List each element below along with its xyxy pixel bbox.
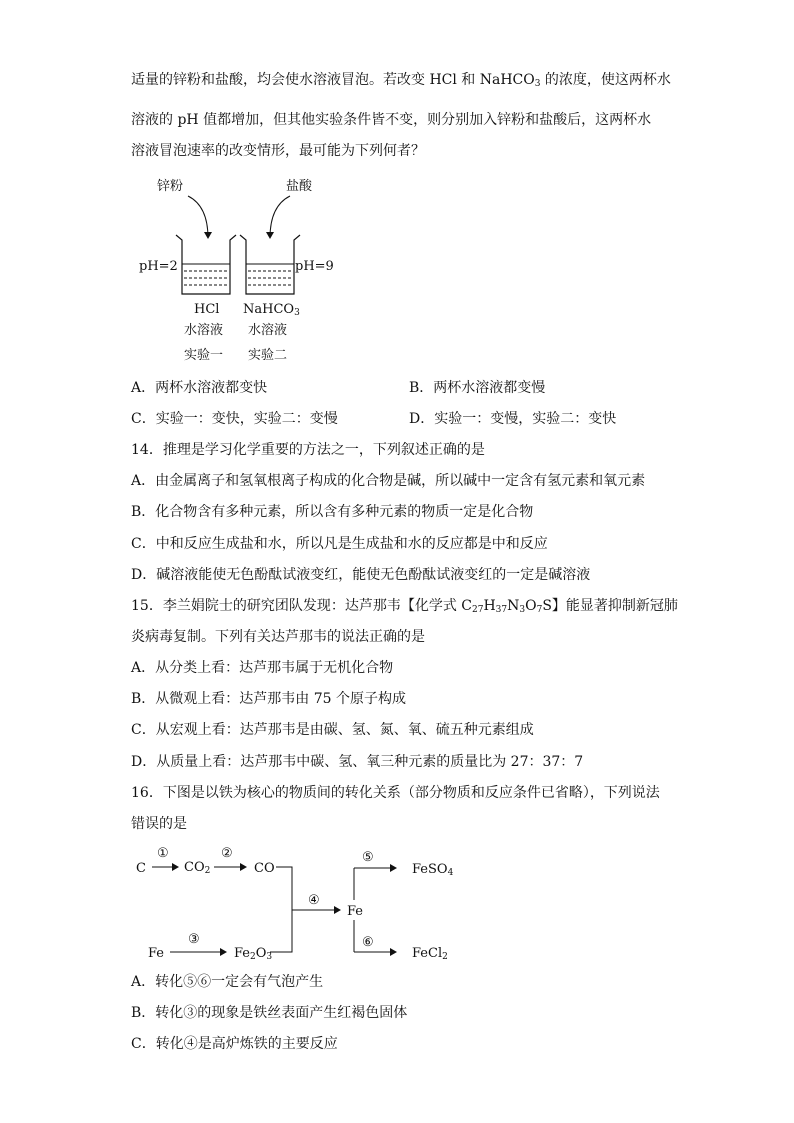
label-reaction-6: ⑥: [362, 935, 374, 950]
q13-option-c: C．实验一：变快，实验二：变慢: [131, 411, 338, 427]
q15-option-d: D．从质量上看：达芦那韦中碳、氢、氧三种元素的质量比为 27：37：7: [131, 754, 584, 770]
node-fe-mid: Fe: [347, 904, 364, 919]
q14-option-d: D．碱溶液能使无色酚酞试液变红，能使无色酚酞试液变红的一定是碱溶液: [131, 567, 591, 583]
solute-right-label: NaHCO3: [243, 302, 300, 318]
q15-option-c: C．从宏观上看：达芦那韦是由碳、氢、氮、氧、硫五种元素组成: [131, 722, 534, 738]
ph-left-label: pH=2: [139, 259, 178, 274]
beaker-experiment-2: [240, 235, 300, 294]
reagent-zinc-label: 锌粉: [157, 179, 184, 194]
q13-option-a: A．两杯水溶液都变快: [131, 380, 268, 396]
q14-option-a: A．由金属离子和氢氧根离子构成的化合物是碱，所以碱中一定含有氢元素和氧元素: [131, 473, 646, 489]
q13-option-b: B．两杯水溶液都变慢: [409, 380, 546, 396]
node-c: C: [136, 861, 146, 876]
label-reaction-5: ⑤: [362, 850, 374, 865]
solute-left-label: HCl: [194, 302, 220, 317]
q15-option-b: B．从微观上看：达芦那韦由 75 个原子构成: [131, 691, 407, 707]
solvent-left-label: 水溶液: [184, 323, 224, 338]
q16-option-b: B．转化③的现象是铁丝表面产生红褐色固体: [131, 1005, 408, 1021]
node-fecl2: FeCl2: [412, 946, 448, 962]
q13-beaker-figure: [130, 172, 370, 367]
q16-stem-line1: 16．下图是以铁为核心的物质间的转化关系（部分物质和反应条件已省略），下列说法: [131, 785, 660, 801]
q14-option-b: B．化合物含有多种元素，所以含有多种元素的物质一定是化合物: [131, 504, 534, 520]
q13-option-d: D．实验一：变慢，实验二：变快: [409, 411, 617, 427]
ph-right-label: pH=9: [295, 259, 334, 274]
q16-iron-conversion-diagram: [130, 842, 470, 967]
beaker-experiment-1: [176, 235, 236, 294]
arrow-hcl: [270, 196, 290, 238]
node-fe2o3: Fe2O3: [234, 946, 273, 962]
q13-stem-line3: 溶液冒泡速率的改变情形，最可能为下列何者？: [131, 143, 425, 159]
experiment-2-label: 实验二: [248, 348, 288, 363]
q16-stem-line2: 错误的是: [131, 816, 187, 832]
q13-stem-line1: 适量的锌粉和盐酸，均会使水溶液冒泡。若改变 HCl 和 NaHCO$_3$ 的浓度，使这两杯水: [131, 72, 671, 89]
q14-stem: 14．推理是学习化学重要的方法之一，下列叙述正确的是: [131, 442, 485, 458]
q15-option-a: A．从分类上看：达芦那韦属于无机化合物: [131, 660, 394, 676]
q13-stem-line2: 溶液的 pH 值都增加，但其他实验条件皆不变，则分别加入锌粉和盐酸后，这两杯水: [131, 112, 652, 128]
q15-stem-line2: 炎病毒复制。下列有关达芦那韦的说法正确的是: [131, 629, 425, 645]
arrow-zinc: [188, 196, 208, 238]
label-reaction-1: ①: [157, 846, 169, 861]
q16-option-c: C．转化④是高炉炼铁的主要反应: [131, 1036, 338, 1052]
label-reaction-4: ④: [308, 893, 320, 908]
label-reaction-3: ③: [188, 932, 200, 947]
q14-option-c: C．中和反应生成盐和水，所以凡是生成盐和水的反应都是中和反应: [131, 536, 548, 552]
node-feso4: FeSO4: [412, 862, 454, 878]
node-co: CO: [254, 861, 275, 876]
solvent-right-label: 水溶液: [248, 323, 288, 338]
reagent-hcl-label: 盐酸: [286, 179, 313, 194]
experiment-1-label: 实验一: [184, 348, 224, 363]
node-co2: CO2: [184, 860, 211, 876]
q15-stem-line1: 15．李兰娟院士的研究团队发现：达芦那韦【化学式 $C_{27}H_{37}N_3O_7S$】能显著抑制新冠肺: [131, 598, 678, 615]
q16-option-a: A．转化⑤⑥一定会有气泡产生: [131, 974, 324, 990]
label-reaction-2: ②: [221, 846, 233, 861]
node-fe-left: Fe: [148, 946, 165, 961]
